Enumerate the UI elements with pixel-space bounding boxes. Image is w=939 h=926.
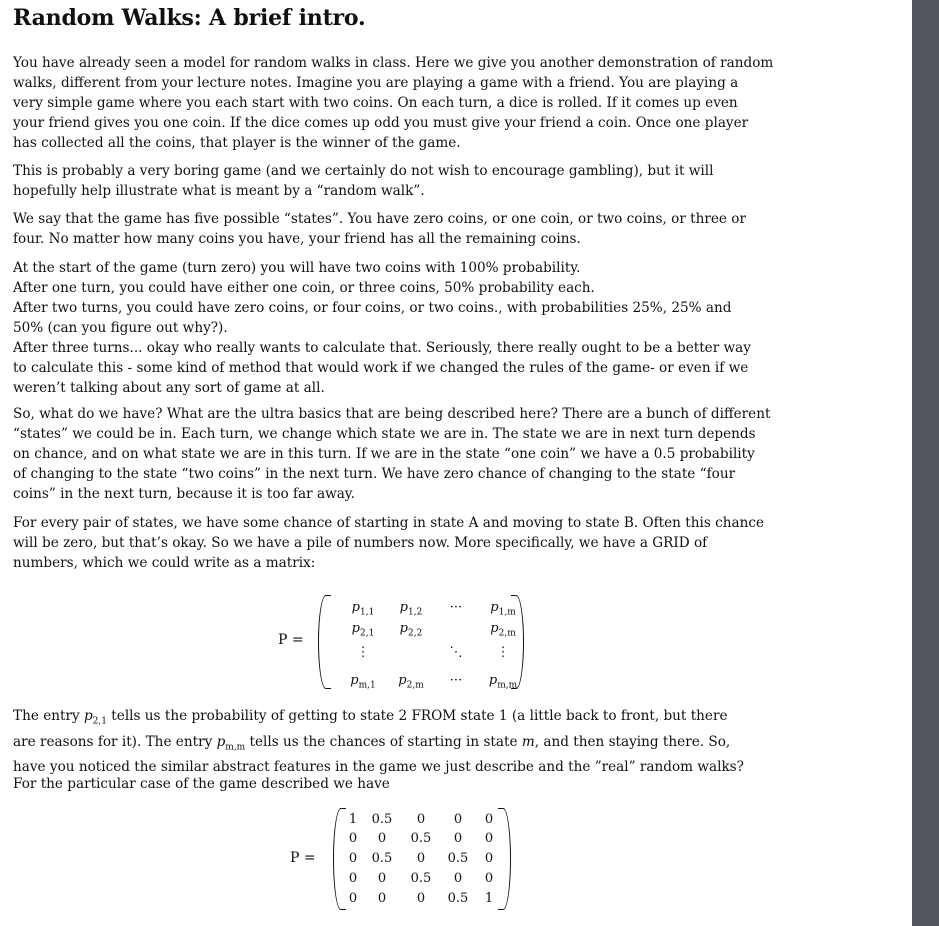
paragraph-basics [13, 404, 795, 504]
matrix-cell: 0.5 [447, 891, 469, 906]
text-line: walks, different from your lecture notes. Imagine you are playing a game with a friend. You are playing a [13, 75, 739, 91]
matrix-cell: 0 [416, 812, 426, 827]
text-line: will be zero, but that’s okay. So we have a pile of numbers now. More specifically, we have a GRID of [13, 535, 708, 551]
paragraph-boring-game [13, 161, 795, 201]
paragraph-intro [13, 53, 795, 153]
matrix-cell: 0.5 [447, 851, 469, 866]
cell-subscript: 2,m [406, 680, 424, 691]
cell-subscript: 2,2 [408, 628, 423, 639]
matrix-cell: 0 [416, 851, 426, 866]
matrix-cell: 0 [484, 812, 494, 827]
matrix-cell: 0 [453, 812, 463, 827]
matrix-cell: 0.5 [371, 851, 393, 866]
text-line [13, 706, 795, 732]
matrix-cell [400, 600, 423, 618]
cell-base: p [350, 673, 359, 688]
matrix-cell [352, 621, 375, 639]
matrix-cell [357, 645, 370, 660]
paragraph-states [13, 209, 795, 249]
text-run: The entry [13, 708, 84, 724]
matrix-cell [497, 645, 510, 660]
text-line: For every pair of states, we have some chance of starting in state A and moving to state B. Often this chance [13, 515, 765, 531]
text-line: your friend gives you one coin. If the dice comes up odd you must give your friend a coin. Once one player [13, 115, 749, 131]
matrix-cell [490, 600, 515, 618]
matrix-cell [450, 645, 463, 660]
matrix-cell: 0 [377, 871, 387, 886]
text-line: After three turns... okay who really wants to calculate that. Seriously, there really ought to be a better way [13, 340, 751, 356]
text-line: of changing to the state “two coins” in the next turn. We have zero chance of changing to the state “four [13, 466, 736, 482]
matrix-label: P = [278, 632, 304, 648]
paragraph-entries [13, 706, 795, 777]
matrix-cell: 0 [484, 851, 494, 866]
cell-base: p [490, 621, 499, 636]
page-title: Random Walks: A brief intro. [13, 5, 366, 31]
matrix-cell: 1 [348, 812, 358, 827]
text-run: have you noticed the similar abstract features in the game we just describe and the ”real” random walks? [13, 759, 744, 776]
inline-math [522, 734, 535, 750]
text-line: 50% (can you figure out why?). [13, 320, 228, 336]
text-run: , and then staying there. So, [534, 733, 731, 750]
text-line: to calculate this - some kind of method that would work if we changed the rules of the game- or even if we [13, 360, 749, 376]
text-line: on chance, and on what state we are in this turn. If we are in the state “one coin” we have a 0.5 probability [13, 446, 755, 462]
cell-subscript: 1,1 [360, 607, 375, 618]
matrix-cell: 0 [453, 831, 463, 846]
cell-base: p [398, 673, 407, 688]
matrix-cell: 0 [348, 891, 358, 906]
cell-base: ⋮ [496, 645, 510, 660]
matrix-cell: 0.5 [410, 831, 432, 846]
text-line: coins” in the next turn, because it is too far away. [13, 486, 356, 502]
text-line: very simple game where you each start with two coins. On each turn, a dice is rolled. If it comes up even [13, 95, 738, 111]
matrix-cell [398, 673, 423, 691]
scrollbar-region[interactable] [912, 0, 939, 926]
inline-math [216, 733, 246, 753]
left-paren [333, 808, 346, 910]
right-paren [498, 808, 511, 910]
text-line: hopefully help illustrate what is meant by a “random walk”. [13, 183, 425, 199]
paragraph-grid [13, 513, 795, 573]
cell-subscript: 1,2 [408, 607, 423, 618]
cell-subscript: 2,1 [360, 628, 375, 639]
matrix-cell [450, 673, 462, 688]
matrix-cell: 0 [453, 871, 463, 886]
text-line: We say that the game has five possible “states”. You have zero coins, or one coin, or two coins, or three or [13, 211, 746, 227]
cell-base: p [490, 600, 499, 615]
text-line: “states” we could be in. Each turn, we change which state we are in. The state we are in next turn depends [13, 426, 756, 442]
text-line: So, what do we have? What are the ultra basics that are being described here? There are a bunch of different [13, 406, 771, 422]
matrix-cell: 1 [484, 891, 494, 906]
math-base: m [521, 733, 535, 750]
matrix-cell: 0 [484, 871, 494, 886]
cell-base: ··· [449, 600, 463, 615]
text-run: tells us the chances of starting in state [245, 733, 522, 750]
matrix-label: P = [290, 850, 316, 866]
text-line: You have already seen a model for random walks in class. Here we give you another demonstration of random [13, 55, 774, 71]
matrix-cell: 0 [377, 891, 387, 906]
text-line: weren’t talking about any sort of game at all. [13, 380, 325, 396]
cell-subscript: 2,m [498, 628, 516, 639]
text-line: numbers, which we could write as a matrix: [13, 555, 316, 571]
matrix-cell: 0 [416, 891, 426, 906]
matrix-cell: 0.5 [371, 812, 393, 827]
cell-subscript: m,m [497, 680, 518, 691]
matrix-cell: 0.5 [410, 871, 432, 886]
math-subscript: m,m [225, 742, 246, 753]
text-line: This is probably a very boring game (and we certainly do not wish to encourage gambling), but it will [13, 163, 714, 179]
matrix-cell: 0 [484, 831, 494, 846]
left-paren [318, 595, 331, 689]
cell-base: ⋮ [356, 645, 370, 660]
cell-subscript: m,1 [358, 680, 376, 691]
text-line: four. No matter how many coins you have, your friend has all the remaining coins. [13, 231, 581, 247]
cell-base: p [488, 673, 498, 688]
matrix-cell [400, 621, 423, 639]
text-line: has collected all the coins, that player is the winner of the game. [13, 135, 461, 151]
text-run: are reasons for it). The entry [13, 733, 217, 750]
matrix-cell [352, 600, 375, 618]
math-subscript: 2,1 [92, 716, 107, 727]
text-line: After one turn, you could have either one coin, or three coins, 50% probability each. [13, 280, 595, 296]
paragraph-turns [13, 258, 795, 398]
text-line [13, 732, 795, 758]
inline-math [83, 708, 107, 727]
math-base: p [83, 708, 93, 724]
cell-base: p [399, 621, 408, 636]
cell-base: ··· [449, 673, 463, 688]
math-base: p [216, 733, 226, 750]
cell-base: ⋱ [449, 645, 463, 660]
cell-base: p [351, 600, 360, 615]
cell-base: p [399, 600, 408, 615]
text-line: After two turns, you could have zero coins, or four coins, or two coins., with probabilities 25%, 25% and [13, 300, 732, 316]
text-run: tells us the probability of getting to state 2 FROM state 1 (a little back to front, but there [106, 708, 728, 724]
text-line: At the start of the game (turn zero) you will have two coins with 100% probability. [13, 260, 581, 276]
matrix-cell [490, 621, 515, 639]
matrix-cell: 0 [377, 831, 387, 846]
cell-subscript: 1,m [498, 607, 516, 618]
cell-base: p [351, 621, 360, 636]
matrix-cell [489, 673, 517, 691]
matrix-cell: 0 [348, 831, 358, 846]
matrix-cell [350, 673, 375, 691]
paragraph-particular-case: For the particular case of the game described we have [13, 776, 390, 792]
matrix-cell: 0 [348, 851, 358, 866]
matrix-cell [450, 600, 462, 615]
matrix-cell: 0 [348, 871, 358, 886]
